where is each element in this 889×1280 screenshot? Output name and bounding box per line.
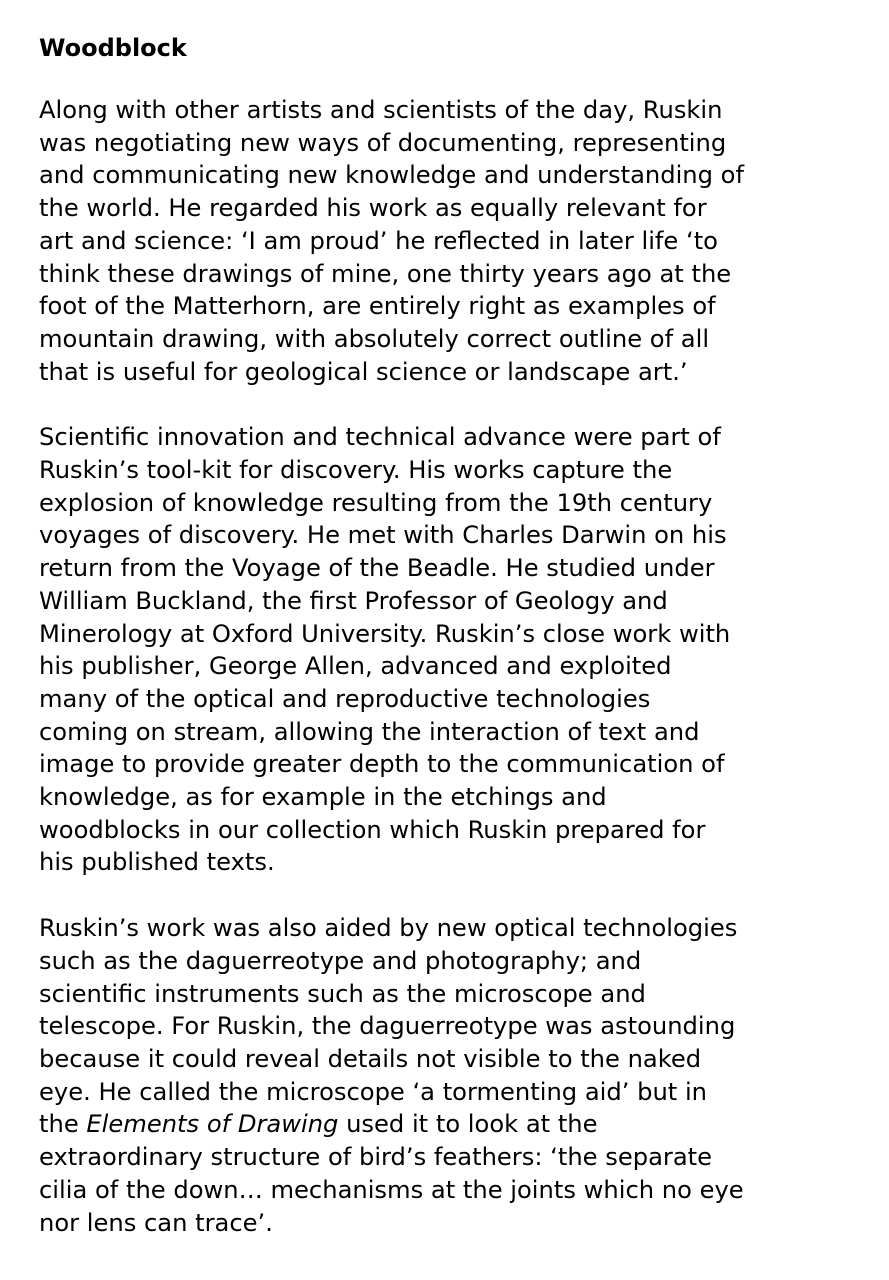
book-title-elements-of-drawing: Elements of Drawing [86,1110,339,1139]
paragraph3-text-after-title: used it to look at the extraordinary structure of bird’s feathers: ‘the separate cilia of the down… mechanisms at the joints which no eye nor lens can trace’. [39,1110,744,1237]
paragraph3-text-before-title: Ruskin’s work was also aided by new optical technologies such as the daguerreotype and photography; and scientific instruments such as the microscope and telescope. For Ruskin, the daguerreotype was astounding because it could reveal details not visible to the naked eye. He called the microscope ‘a tormenting aid’ but in the [39,914,738,1139]
document-title: Woodblock [39,34,187,62]
paragraph-ruskin-artists-scientists: Along with other artists and scientists of the day, Ruskin was negotiating new ways of documenting, representing and communicating new knowledge and understanding of the world. He regarded his work as equally relevant for art and science: ‘I am proud’ he reflected in later life ‘to think these drawings of mine, one thirty years ago at the foot of the Matterhorn, are entirely right as examples of mountain drawing, with absolutely correct outline of all that is useful for geological science or landscape art.’ [39,96,744,386]
paragraph-scientific-innovation: Scientific innovation and technical advance were part of Ruskin’s tool-kit for discovery. His works capture the explosion of knowledge resulting from the 19th century voyages of discovery. He met with Charles Darwin on his return from the Voyage of the Beadle. He studied under William Buckland, the first Professor of Geology and Minerology at Oxford University. Ruskin’s close work with his publisher, George Allen, advanced and exploited many of the optical and reproductive technologies coming on stream, allowing the interaction of text and image to provide greater depth to the communication of knowledge, as for example in the etchings and woodblocks in our collection which Ruskin prepared for his published texts. [39,423,731,877]
paragraph-optical-technologies [39,912,849,1239]
